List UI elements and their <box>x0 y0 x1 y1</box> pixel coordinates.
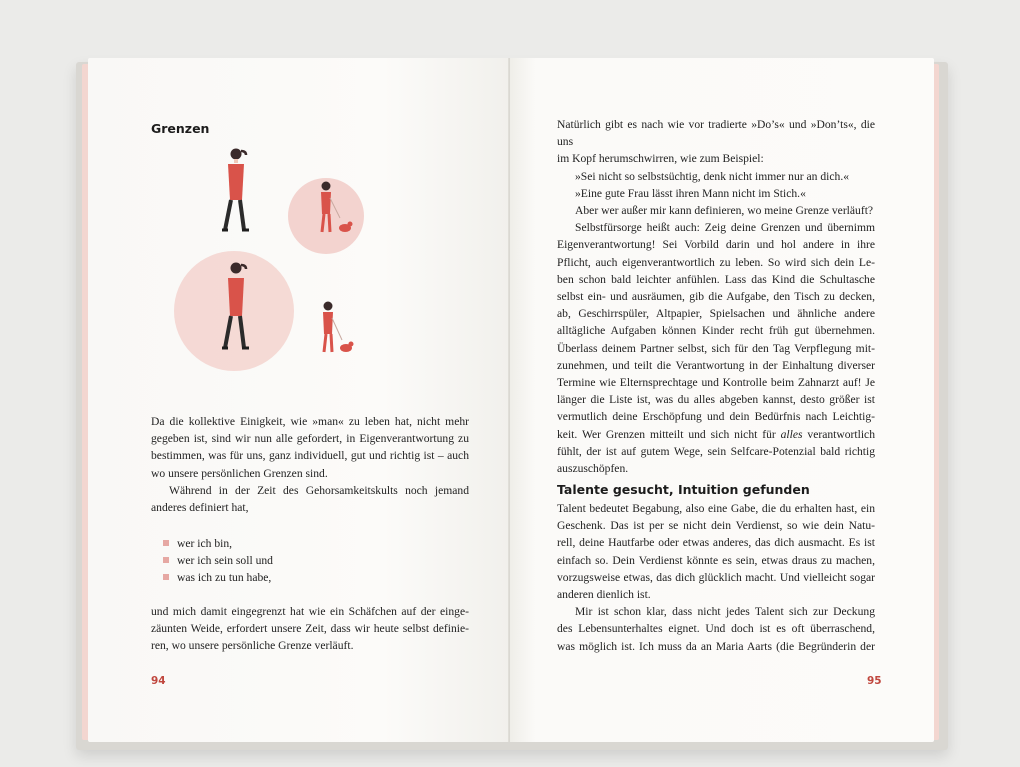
open-book <box>80 58 944 746</box>
text-line: Aber wer außer mir kann definieren, wo meine Grenze verläuft? <box>575 204 874 218</box>
text-line: selbst ein- und ausräumen, gib die Aufgabe, den Tisch zu decken, <box>557 290 875 304</box>
bullet-square-icon <box>163 574 169 580</box>
paragraph: Während in der Zeit des Gehorsamkeitskults noch jemand anderes definiert hat, <box>151 483 469 515</box>
page-number: 95 <box>867 675 882 687</box>
list-item <box>151 569 451 586</box>
text-line: ben schon bald leichter anfühlen. Lass das Kind die Schultasche <box>557 272 875 286</box>
section-heading-grenzen: Grenzen <box>151 121 210 136</box>
woman-figure-icon <box>222 149 249 231</box>
text-line: fühlt, der ist auf gutem Wege, sein Selfcare-Potenzial bald richtig <box>557 444 875 458</box>
text-line: rell, deine Hautfarbe oder etwas anderes, das dich ausmacht. Es ist <box>557 536 875 550</box>
text-line: zäunten Weide, erfordert unsere Zeit, dass wir heute selbst definie- <box>151 622 469 636</box>
text-fragment: verantwortlich <box>807 427 875 441</box>
text-line: Eigenverantwortung! Sei Vorbild darin und hol andere in ihre <box>557 238 875 252</box>
text-line: Termine wie Elternsprechtage und Kontrolle beim Zahnarzt auf! Je <box>557 376 875 390</box>
paragraph: Da die kollektive Einigkeit, wie »man« zu leben hat, nicht mehr gegeben ist, sind wir nun alle gefordert, in Eigenverantwortung zu bestimmen, was für uns, ganz individuell, gut und richtig ist – auch wo unsere persönlichen Grenzen sind. <box>151 415 469 480</box>
left-closing-text <box>151 603 469 655</box>
list-item-text: wer ich bin, <box>177 537 233 550</box>
left-body-text <box>151 413 469 516</box>
text-line: vorzugsweise etwas, das dich glücklich macht. Und vielleicht sogar <box>557 570 875 584</box>
list-item <box>151 535 451 552</box>
text-line: vermutlich deine Erschöpfung und dein Bedürfnis nach Leichtig- <box>557 410 875 424</box>
text-line: einfach so. Dein Verdienst könnte es sein, etwas draus zu machen, <box>557 553 875 567</box>
emphasis-text: alles <box>780 427 803 441</box>
right-page <box>510 58 934 742</box>
text-line: im Kopf herumschwirren, wie zum Beispiel: <box>557 152 764 166</box>
text-line: des Lebensunterhaltes eignet. Und doch ist es oft überraschend, <box>557 622 875 636</box>
list-item-text: wer ich sein soll und <box>177 554 273 568</box>
page-number: 94 <box>151 675 166 687</box>
text-line: länger die Liste ist, was du alles abgeben kannst, desto größer ist <box>557 393 875 407</box>
text-line: Pflicht, auch eigenverantwortlich zu leben. So wird sich dein Le- <box>557 255 875 269</box>
text-line: Geschenk. Das ist per se nicht dein Verdienst, so wie dein Natu- <box>557 519 875 533</box>
right-talent-text <box>557 500 875 655</box>
section-heading-talente: Talente gesucht, Intuition gefunden <box>557 482 810 497</box>
bullet-square-icon <box>163 540 169 546</box>
list-item-text: was ich zu tun habe, <box>177 571 272 585</box>
text-line: ab, Geschirrspüler, Altpapier, Spielsachen und ähnliche andere <box>557 307 875 321</box>
text-line: Natürlich gibt es nach wie vor tradierte »Do’s« und »Don’ts«, die uns <box>557 118 875 149</box>
text-line: was möglich ist. Ich muss da an Maria Aarts (die Begründerin der <box>557 639 875 653</box>
text-line <box>557 426 875 443</box>
text-line: ren, wo unsere persönliche Grenze verläuft. <box>151 639 354 653</box>
left-page <box>88 58 510 742</box>
bullet-list <box>151 535 451 587</box>
text-line: Überlass deinem Partner selbst, sich für den Tag Verpflegung mit- <box>557 341 875 355</box>
text-line: »Eine gute Frau lässt ihren Mann nicht im Stich.« <box>575 186 806 200</box>
text-line: und mich damit eingegrenzt hat wie ein Schäfchen auf der einge- <box>151 605 469 618</box>
text-fragment: keit. Wer Grenzen mitteilt und sich nicht für <box>557 427 776 441</box>
text-line: Mir ist schon klar, dass nicht jedes Talent sich zur Deckung <box>575 605 875 619</box>
text-line: zunehmen, und teilt die Verantwortung in der Einhaltung diverser <box>557 358 875 372</box>
list-item <box>151 552 451 569</box>
woman-and-child-walking-dog-illustration <box>168 136 408 396</box>
child-figure-icon <box>323 302 354 353</box>
text-line: »Sei nicht so selbstsüchtig, denk nicht immer nur an dich.« <box>575 169 850 183</box>
text-line: Selbstfürsorge heißt auch: Zeig deine Grenzen und übernimm <box>575 221 875 235</box>
bullet-square-icon <box>163 557 169 563</box>
text-line: anderen dienlich ist. <box>557 588 651 602</box>
text-line: Talent bedeutet Begabung, also eine Gabe, die du erhalten hast, ein <box>557 502 875 515</box>
text-line: auszuschöpfen. <box>557 462 629 476</box>
right-intro-text <box>557 116 875 477</box>
text-line: alltägliche Aufgaben können Kinder recht früh gut übernehmen. <box>557 324 875 338</box>
